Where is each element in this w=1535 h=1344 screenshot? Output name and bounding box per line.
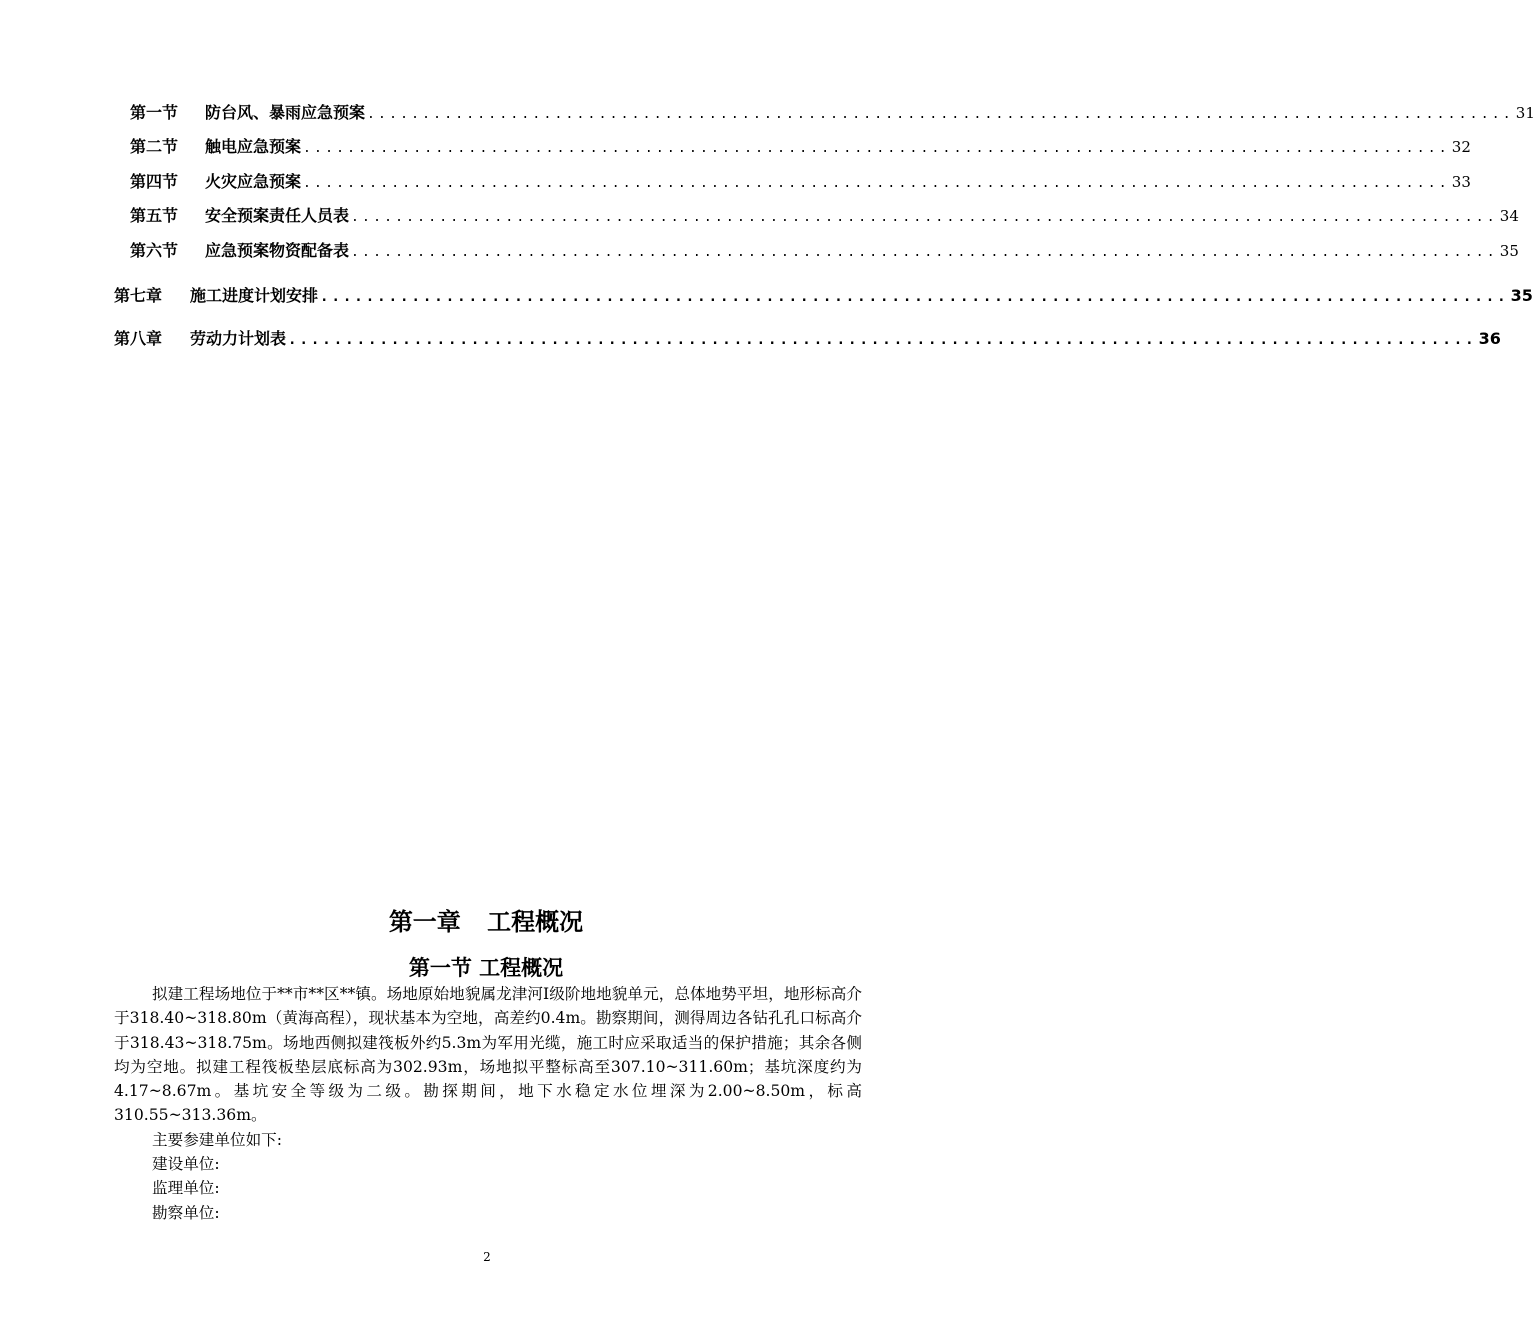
survey-unit-line: 勘察单位:: [152, 1203, 220, 1222]
toc-entry-number: 第六节: [130, 241, 179, 260]
toc-entry-title: 应急预案物资配备表: [205, 241, 350, 260]
toc-entry-label: [130, 238, 349, 261]
toc-page-number: 33: [1451, 173, 1471, 191]
toc-entry-title: 安全预案责任人员表: [205, 206, 350, 225]
toc-leader-dots: ........................................................................................................: [351, 210, 1498, 225]
toc-entry[interactable]: [130, 100, 1535, 123]
toc-entry-label: [130, 203, 349, 226]
toc-leader-dots: ........................................................................................................: [303, 141, 1450, 156]
toc-page-number: 34: [1499, 207, 1519, 225]
supervision-unit-line: 监理单位:: [152, 1179, 220, 1198]
toc-entry-title: 劳动力计划表: [190, 329, 287, 348]
toc-entry-label: [130, 100, 365, 123]
toc-leader-dots: ........................................................................................................: [320, 289, 1509, 305]
toc-entry-title: 施工进度计划安排: [190, 286, 319, 305]
toc-entry-label: [114, 326, 286, 349]
toc-entry-number: 第八章: [114, 329, 163, 348]
toc-entry[interactable]: [130, 169, 1471, 192]
toc-leader-dots: ........................................................................................................: [351, 245, 1498, 260]
section-heading: 第一节 工程概况: [408, 956, 564, 980]
toc-entry-title: 触电应急预案: [205, 137, 302, 156]
toc-entry-label: [130, 169, 301, 192]
toc-page-number: 32: [1451, 138, 1471, 156]
page-number: 2: [483, 1250, 491, 1264]
toc-page-number: 35: [1499, 242, 1519, 260]
toc-entry-label: [114, 283, 318, 306]
toc-entry-number: 第一节: [130, 103, 179, 122]
toc-entry-label: [130, 134, 301, 157]
toc-entry-number: 第七章: [114, 286, 163, 305]
toc-entry-title: 防台风、暴雨应急预案: [205, 103, 366, 122]
toc-entry[interactable]: [130, 134, 1471, 157]
toc-entry-number: 第四节: [130, 172, 179, 191]
toc-leader-dots: ........................................................................................................: [288, 332, 1477, 348]
toc-chapter-entry[interactable]: [114, 326, 1501, 349]
toc-entry-number: 第二节: [130, 137, 179, 156]
project-overview-paragraph: 拟建工程场地位于**市**区**镇。场地原始地貌属龙津河Ⅰ级阶地地貌单元，总体地势平坦，地形标高介于318.40~318.80m（黄海高程），现状基本为空地，高差约0.4m。勘察期间，测得周边各钻孔孔口标高介于318.43~318.75m。场地西侧拟建筏板外约5.3m为军用光缆，施工时应采取适当的保护措施；其余各侧均为空地。拟建工程筏板垫层底标高为302.93m，场地拟平整标高至307.10~311.60m；基坑深度约为4.17~8.67m。基坑安全等级为二级。勘探期间，地下水稳定水位埋深为2.00~8.50m，标高310.55~313.36m。: [114, 985, 862, 1125]
toc-entry-number: 第五节: [130, 206, 179, 225]
toc-leader-dots: ........................................................................................................: [367, 107, 1514, 122]
toc-page-number: 31: [1515, 104, 1535, 122]
toc-leader-dots: ........................................................................................................: [303, 176, 1450, 191]
toc-page-number: 35: [1510, 286, 1533, 305]
toc-chapter-entry[interactable]: [114, 283, 1533, 306]
participants-intro: 主要参建单位如下:: [152, 1130, 283, 1149]
body-text: [114, 982, 862, 1225]
toc-entry[interactable]: [130, 238, 1519, 261]
chapter-heading: 第一章 工程概况: [388, 908, 584, 936]
toc-entry-title: 火灾应急预案: [205, 172, 302, 191]
toc-page-number: 36: [1478, 329, 1501, 348]
toc-entry[interactable]: [130, 203, 1519, 226]
construction-unit-line: 建设单位:: [152, 1155, 220, 1174]
